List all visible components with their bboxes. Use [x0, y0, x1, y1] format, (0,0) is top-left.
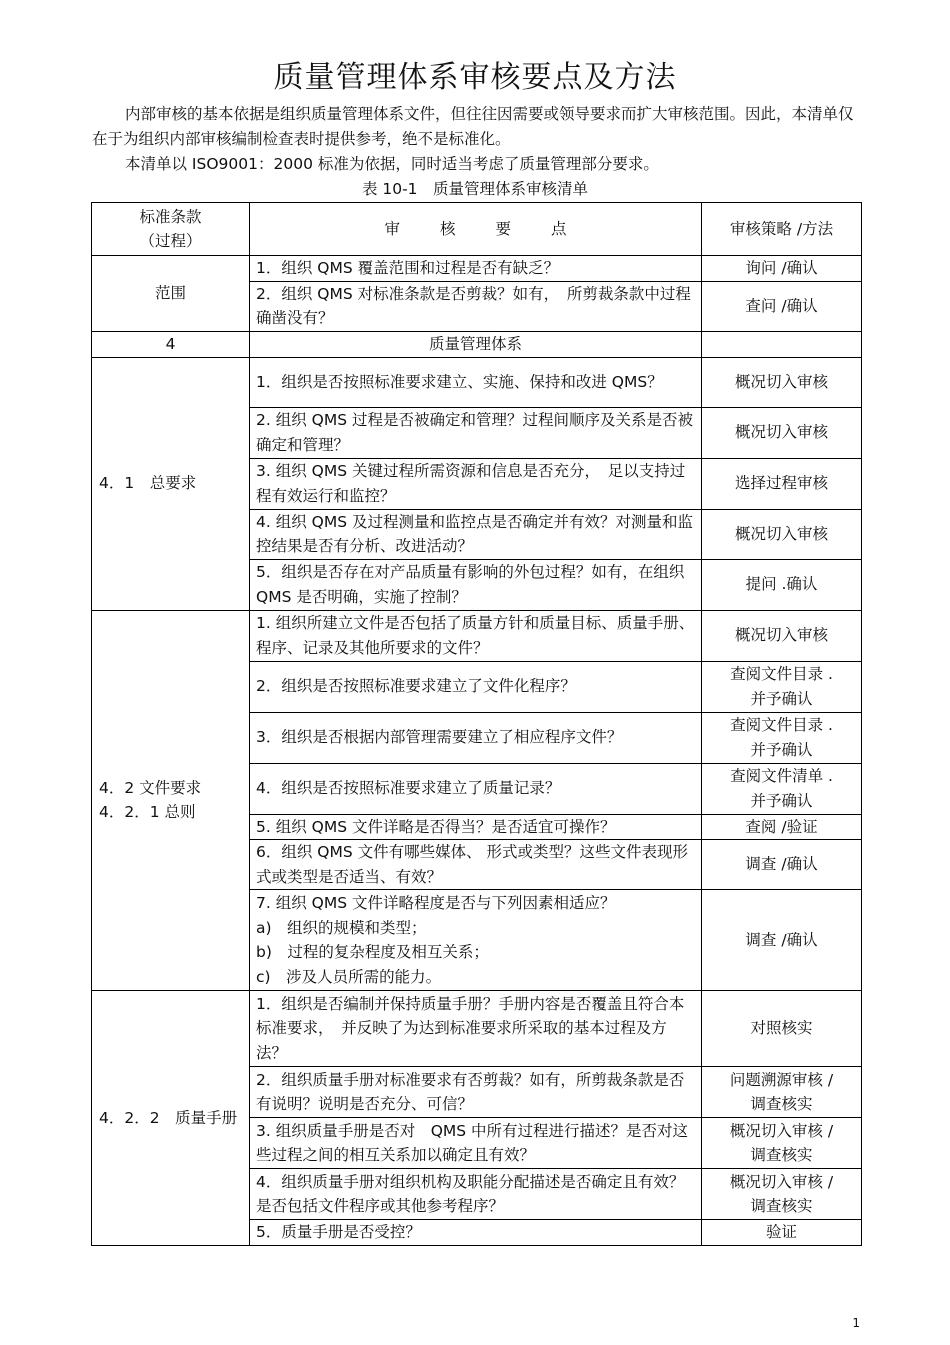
- method-cell: 概况切入审核: [702, 610, 862, 661]
- method-line1: 查阅文件清单 .: [730, 767, 833, 785]
- method-cell: 对照核实: [702, 991, 862, 1067]
- point-line: a) 组织的规模和类型；: [256, 918, 427, 937]
- method-cell: 提问 .确认: [702, 559, 862, 610]
- point-cell: 3．组织是否根据内部管理需要建立了相应程序文件？: [250, 712, 702, 763]
- method-line1: 概况切入审核 /: [729, 1121, 834, 1140]
- clause-cell: [92, 610, 250, 991]
- method-line1: 查阅文件目录 .: [730, 665, 833, 683]
- method-cell: [702, 1067, 862, 1118]
- method-cell: 查问 /确认: [702, 281, 862, 331]
- header-clause-line2: （过程）: [139, 232, 202, 250]
- point-cell: 3. 组织质量手册是否对 QMS 中所有过程进行描述？是否对这些过程之间的相互关系加以确定且有效？: [250, 1118, 702, 1169]
- intro-paragraph-2: 本清单以 ISO9001：2000 标准为依据，同时适当考虑了质量管理部分要求。: [125, 155, 659, 173]
- method-line2: 并予确认: [750, 740, 813, 759]
- method-cell: 调查 /确认: [702, 890, 862, 991]
- clause-cell: 4．2．2 质量手册: [92, 991, 250, 1246]
- point-cell: 2. 组织 QMS 过程是否被确定和管理？过程间顺序及关系是否被确定和管理？: [250, 407, 702, 458]
- page-number: 1: [852, 1316, 860, 1330]
- intro-paragraph-1: 内部审核的基本依据是组织质量管理体系文件，但往往因需要或领导要求而扩大审核范围。因此，本清单仅在于为组织内部审核编制检查表时提供参考，绝不是标准化。: [92, 105, 854, 148]
- point-line: 7. 组织 QMS 文件详略程度是否与下列因素相适应？: [256, 894, 616, 912]
- section-row: [92, 331, 862, 357]
- method-line1: 问题溯源审核 /: [729, 1070, 834, 1089]
- method-cell: [702, 712, 862, 763]
- point-line: b) 过程的复杂程度及相互关系；: [256, 943, 489, 961]
- clause-cell: 范围: [92, 256, 250, 332]
- method-line2: 调查核实: [750, 1095, 813, 1113]
- table-row: [92, 610, 862, 661]
- method-line1: 查阅文件目录 .: [730, 716, 833, 734]
- section-empty-cell: [702, 331, 862, 357]
- method-cell: [702, 763, 862, 814]
- point-cell: 5．组织是否存在对产品质量有影响的外包过程？如有，在组织 QMS 是否明确，实施了控制？: [250, 559, 702, 610]
- point-cell: 2．组织是否按照标准要求建立了文件化程序？: [250, 661, 702, 712]
- clause-cell: 4．1 总要求: [92, 357, 250, 610]
- table-row: [92, 991, 862, 1067]
- section-number: 4: [92, 331, 250, 357]
- point-cell: 1．组织是否按照标准要求建立、实施、保持和改进 QMS？: [250, 357, 702, 407]
- page-title: 质量管理体系审核要点及方法: [273, 60, 677, 95]
- method-cell: 询问 /确认: [702, 256, 862, 282]
- header-points: [250, 203, 702, 256]
- method-cell: 概况切入审核: [702, 357, 862, 407]
- section-title: 质量管理体系: [250, 331, 702, 357]
- audit-checklist-table: [91, 202, 862, 1246]
- method-cell: [702, 1118, 862, 1169]
- point-cell: 2．组织 QMS 对标准条款是否剪裁？如有， 所剪裁条款中过程确凿没有？: [250, 281, 702, 331]
- point-cell: 1．组织 QMS 覆盖范围和过程是否有缺乏？: [250, 256, 702, 282]
- point-cell: 1. 组织所建立文件是否包括了质量方针和质量目标、质量手册、程序、记录及其他所要求的文件？: [250, 610, 702, 661]
- point-cell: 5. 组织 QMS 文件详略是否得当？是否适宜可操作？: [250, 814, 702, 840]
- point-cell: [250, 890, 702, 991]
- method-cell: 调查 /确认: [702, 840, 862, 890]
- header-method: 审核策略 /方法: [702, 203, 862, 256]
- point-line: c) 涉及人员所需的能力。: [256, 967, 442, 986]
- method-cell: [702, 661, 862, 712]
- point-cell: 5．质量手册是否受控？: [250, 1220, 702, 1246]
- header-clause: [92, 203, 250, 256]
- point-cell: 2．组织质量手册对标准要求有否剪裁？如有，所剪裁条款是否有说明？说明是否充分、可信？: [250, 1067, 702, 1118]
- method-cell: 概况切入审核: [702, 407, 862, 458]
- header-points-label: 审核要点: [384, 219, 607, 238]
- method-cell: [702, 1169, 862, 1220]
- table-row: [92, 357, 862, 407]
- method-line2: 并予确认: [750, 689, 813, 708]
- table-row: [92, 256, 862, 282]
- point-cell: 4. 组织 QMS 及过程测量和监控点是否确定并有效？对测量和监控结果是否有分析、改进活动？: [250, 509, 702, 559]
- method-cell: 验证: [702, 1220, 862, 1246]
- table-caption: 表 10-1 质量管理体系审核清单: [361, 180, 589, 198]
- method-line2: 调查核实: [750, 1146, 813, 1164]
- clause-line2: 4．2．1 总则: [99, 803, 196, 822]
- method-line2: 并予确认: [750, 791, 813, 810]
- point-cell: 4．组织是否按照标准要求建立了质量记录？: [250, 763, 702, 814]
- point-cell: 6．组织 QMS 文件有哪些媒体、 形式或类型？这些文件表现形式或类型是否适当、有效？: [250, 840, 702, 890]
- point-cell: 3. 组织 QMS 关键过程所需资源和信息是否充分， 足以支持过程有效运行和监控？: [250, 458, 702, 509]
- method-line2: 调查核实: [750, 1197, 813, 1215]
- point-cell: 4．组织质量手册对组织机构及职能分配描述是否确定且有效？是否包括文件程序或其他参考程序？: [250, 1169, 702, 1220]
- method-cell: 概况切入审核: [702, 509, 862, 559]
- method-line1: 概况切入审核 /: [729, 1172, 834, 1191]
- clause-line1: 4．2 文件要求: [99, 778, 202, 797]
- method-cell: 选择过程审核: [702, 458, 862, 509]
- header-clause-line1: 标准条款: [139, 207, 202, 226]
- method-cell: 查阅 /验证: [702, 814, 862, 840]
- table-header-row: [92, 203, 862, 256]
- point-cell: 1．组织是否编制并保持质量手册？手册内容是否覆盖且符合本标准要求， 并反映了为达到标准要求所采取的基本过程及方法？: [250, 991, 702, 1067]
